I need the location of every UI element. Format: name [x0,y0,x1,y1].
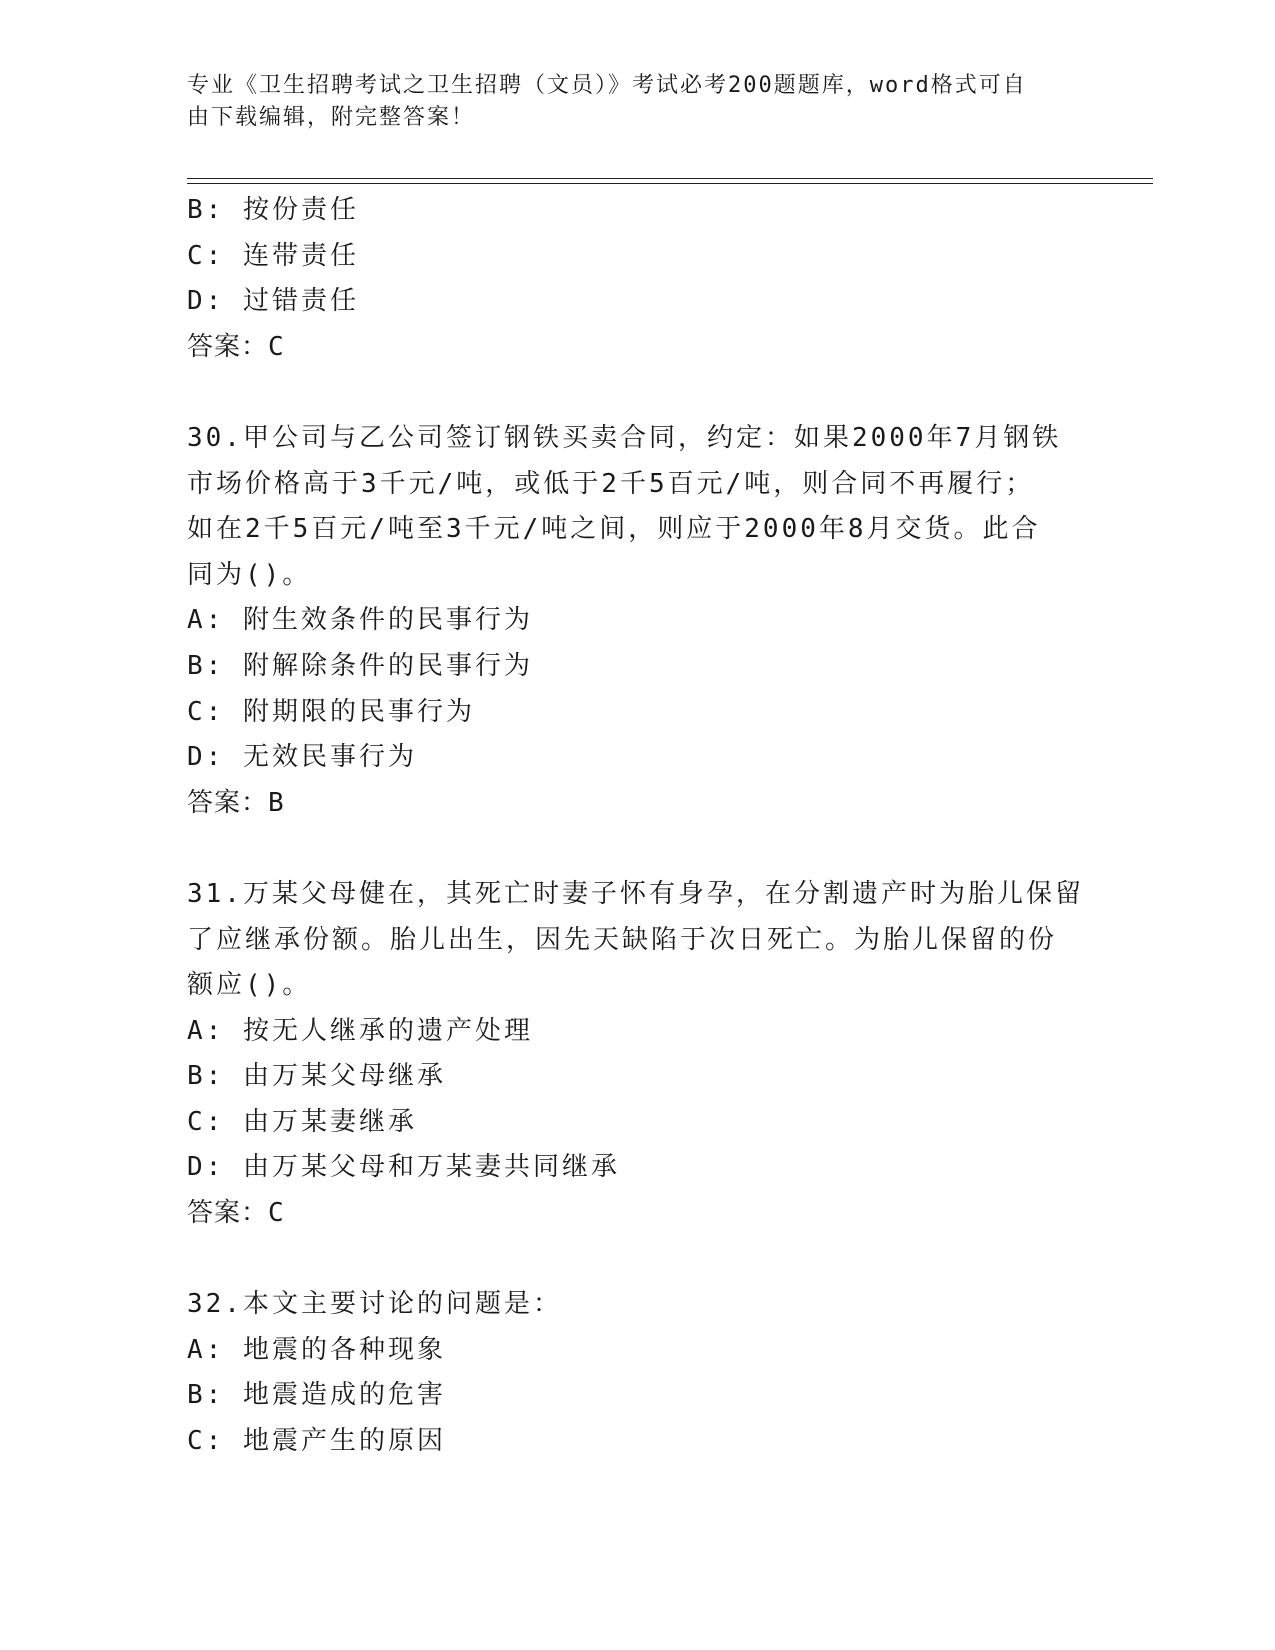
answer-value: C [268,331,285,362]
header-line-1: 专业《卫生招聘考试之卫生招聘（文员）》考试必考200题题库，word格式可自 [187,73,1027,98]
option-line: C: 由万某妻继承 [187,1106,417,1137]
option-line: B: 按份责任 [187,195,359,225]
option-line: A: 附生效条件的民事行为 [187,605,533,636]
option-line: A: 地震的各种现象 [187,1334,446,1365]
option-line: D: 过错责任 [187,286,359,317]
question-stem-line: 市场价格高于3千元/吨，或低于2千5百元/吨，则合同不再履行； [187,468,1035,499]
question-block-prev [187,188,1087,370]
option-line: A: 按无人继承的遗产处理 [187,1015,533,1046]
question-stem-line: 如在2千5百元/吨至3千元/吨之间，则应于2000年8月交货。此合 [187,514,1041,545]
option-line: D: 无效民事行为 [187,742,417,773]
question-stem-line: 了应继承份额。胎儿出生，因先天缺陷于次日死亡。为胎儿保留的份 [187,924,1058,955]
option-line: B: 地震造成的危害 [187,1380,446,1411]
question-stem-line: 同为()。 [187,559,312,590]
question-stem-line: 30.甲公司与乙公司签订钢铁买卖合同，约定：如果2000年7月钢铁 [187,422,1062,453]
spacer [187,1237,1087,1283]
answer-label: 答案： [187,1198,269,1229]
option-line: B: 由万某父母继承 [187,1061,446,1092]
document-body [187,188,1087,1465]
question-block-30 [187,416,1087,826]
question-block-32 [187,1282,1087,1464]
option-line: B: 附解除条件的民事行为 [187,650,533,681]
answer-value: C [268,1198,285,1229]
question-stem-line: 额应()。 [187,970,312,1001]
spacer [187,826,1087,872]
option-line: C: 地震产生的原因 [187,1426,446,1457]
document-header [187,70,1067,134]
spacer [187,370,1087,416]
question-block-31 [187,872,1087,1237]
answer-line [187,781,1087,827]
answer-label: 答案： [187,331,269,362]
question-stem-line: 32.本文主要讨论的问题是： [187,1289,562,1320]
answer-line [187,1191,1087,1237]
option-line: D: 由万某父母和万某妻共同继承 [187,1152,620,1183]
option-line: C: 附期限的民事行为 [187,696,475,727]
question-stem-line: 31.万某父母健在，其死亡时妻子怀有身孕，在分割遗产时为胎儿保留 [187,878,1084,909]
answer-label: 答案： [187,787,269,818]
header-divider [187,178,1153,184]
answer-line [187,325,1087,371]
header-line-2: 由下载编辑，附完整答案！ [187,105,476,130]
answer-value: B [268,787,285,818]
option-line: C: 连带责任 [187,240,359,271]
